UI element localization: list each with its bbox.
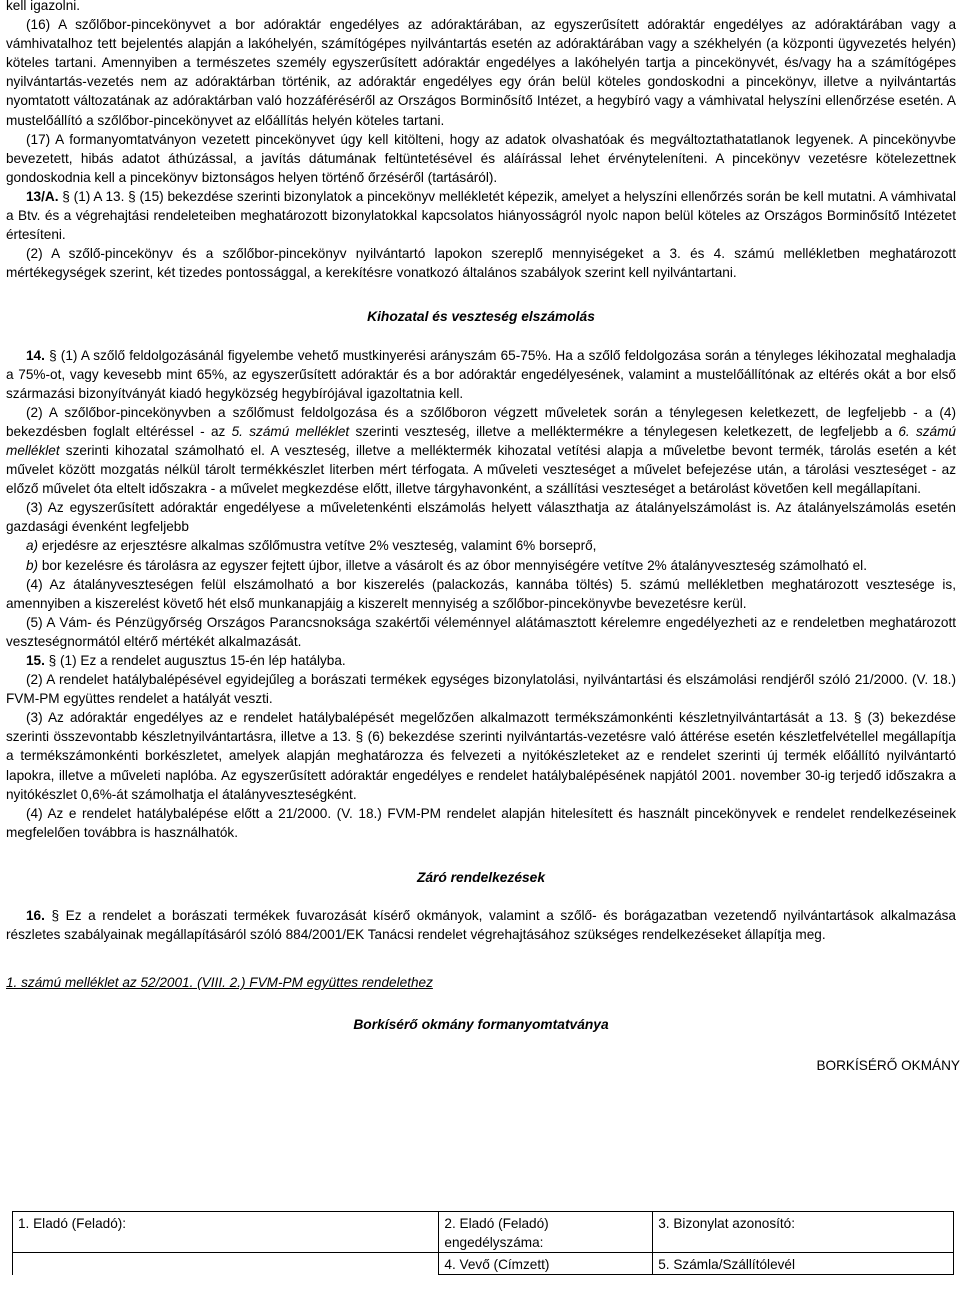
annex-reference: 6. számú melléklet xyxy=(6,423,956,458)
paragraph-13-17: (17) A formanyomtatványon vezetett pincekönyvet úgy kell kitölteni, hogy az adatok olvashatóak és megváltoztathatatlanok legyenek. A pincekönyvbe bevezetett, hibás adatot áthúzással, a javítás dátumának feltüntetésével és aláírással lehet érvényteleníteni. A pincekönyv vezetésre kötelezettnek gondoskodnia kell a pincekönyv biztonságos helyen történő őrzéséről (tartásáról). xyxy=(6,131,956,185)
paragraph-13a-1 xyxy=(6,187,956,244)
paragraph-text: § (1) Ez a rendelet augusztus 15-én lép hatályba. xyxy=(44,653,346,668)
form-field-invoice[interactable]: 5. Számla/Szállítólevél xyxy=(653,1253,954,1275)
paragraph-text: § (1) A 13. § (15) bekezdése szerinti bizonylatok a pincekönyv mellékletét képezik, amelyet a helyszíni ellenőrzés során be kell mutatni. A vámhivatal a Btv. és a végrehajtási rendeleteiben meghatározott bizonylatokkal kapcsolatos hiányosságról nyolc napon belül köteles az Országos Borminősítő Intézetet értesíteni. xyxy=(6,188,956,243)
paragraph-16 xyxy=(6,906,956,944)
list-item-b xyxy=(6,556,956,575)
list-text: bor kezelésre és tárolásra az egyszer fejtett újbor, illetve a vásárolt és az óbor mennyiségére vetítve 2% átalányveszteség számolható el. xyxy=(38,557,867,573)
section-number: 16. xyxy=(26,908,45,924)
paragraph-text: § Ez a rendelet a borászati termékek fuvarozását kísérő okmányok, valamint a szőlő- és borágazatban vezetendő nyilvántartások alkalmazása részletes szabályainak megállapításáról szóló 884/2001/EK Tanácsi rendelet végrehajtásához szükséges rendelkezéseket állapítja meg. xyxy=(6,908,956,943)
paragraph-14-2 xyxy=(6,403,956,498)
form-heading: Borkísérő okmány formanyomtatványa xyxy=(353,1017,609,1033)
form-table xyxy=(12,1211,954,1275)
form-field-seller-license[interactable]: 2. Eladó (Feladó) engedélyszáma: xyxy=(439,1212,653,1253)
section-number: 14. xyxy=(26,347,45,363)
annex-reference: 5. számú melléklet xyxy=(231,423,350,439)
paragraph-15-3: (3) Az adóraktár engedélyes az e rendelet hatálybalépését megelőzően alkalmazott termékszámonkénti készletnyilvántartását a 13. § (3) bekezdése szerinti összevontabb készletnyilvántartásra, illetve a 13. § (6) bekezdése szerinti nyilvántartás-vezetésre való áttérése esetén készletfelvétellel megállapítja a termékszámonkénti borkészletet, amelyek alapján meghatározza és felvezeti a nyitókészleteket az e rendelet szerinti új termék előállító nyilvántartó lapokra, illetve a műveleti naplóba. Az egyszerűsített adóraktár engedélyes e rendelet hatálybalépésének napjától 2001. november 30-ig terjedő időszakra a nyitókészlet 0,6%-át számolhatja el átalányveszteségként. xyxy=(6,710,956,802)
paragraph-15-4: (4) Az e rendelet hatálybalépése előtt a 21/2000. (V. 18.) FVM-PM rendelet alapján hitelesített és használt pincekönyvek e rendelet rendelkezéseinek megfelelően továbbra is használhatók. xyxy=(6,805,956,840)
paragraph-15-2: (2) A rendelet hatálybalépésével egyidejűleg a borászati termékek egységes bizonylatolási, nyilvántartási és elszámolási rendjéről szóló 21/2000. (V. 18.) FVM-PM együttes rendelet a hatályát veszti. xyxy=(6,672,956,707)
form-field-document-id[interactable]: 3. Bizonylat azonosító: xyxy=(653,1212,954,1253)
paragraph-text: (2) A szőlőbor-pincekönyvben a szőlőmust feldolgozása és a szőlőboron végzett műveletek során a ténylegesen keletkezett, de legfeljebb - a (4) bekezdésben foglalt eltéréssel - az xyxy=(6,404,956,439)
paragraph-14-1 xyxy=(6,346,956,403)
paragraph-text: szerinti veszteség, illetve a melléktermékre a ténylegesen keletkezett, de legfeljebb a xyxy=(349,423,899,439)
paragraph: kell igazolni. xyxy=(6,0,81,13)
paragraph-13a-2: (2) A szőlő-pincekönyv és a szőlőbor-pincekönyv nyilvántartó lapokon szereplő mennyiségeket a 3. és 4. számú mellékletben meghatározott mértékegységek szerint, két tizedes pontossággal, a kerekítésre vonatkozó általános szabályok szerint kell nyilvántartani. xyxy=(6,246,956,281)
paragraph-15-1 xyxy=(6,651,956,670)
form-field-seller[interactable]: 1. Eladó (Feladó): xyxy=(13,1212,439,1253)
paragraph-text: § (1) A szőlő feldolgozásánál figyelembe vehető mustkinyerési arányszám 65-75%. Ha a szőlő feldolgozása során a tényleges lékihozatal meghaladja a 75%-ot, vagy kevesebb mint 65%, az egyszerűsített adóraktár és a bor adóraktár engedélyesének, valamint a mustelőállítónak az eltérés okát a bor első származási bizonyítványát kiadó hegyközség hegybírójával igazoltatnia kell. xyxy=(6,347,956,401)
document-body xyxy=(6,0,960,1076)
section-heading: Záró rendelkezések xyxy=(416,869,546,885)
paragraph-14-4: (4) Az átalányveszteségen felül elszámolható a bor kiszerelés (palackozás, kannába töltés) 5. számú mellékletben meghatározott vesztesége is, amennyiben a kiszerelést követő hét első munkanapjáig a kiszerelt mennyiség a szőlőbor-pincekönyvbe bevezetésre kerül. xyxy=(6,576,956,611)
section-number: 13/A. xyxy=(26,188,59,204)
paragraph-14-3: (3) Az egyszerűsített adóraktár engedélyese a műveletenkénti elszámolás helyett választhatja az átalányelszámolást is. Az átalányelszámolás esetén gazdasági évenként legfeljebb xyxy=(6,500,956,535)
list-label: a) xyxy=(26,538,39,554)
list-item-a xyxy=(6,536,956,555)
paragraph-text: szerinti kihozatal számolható el. A veszteség, illetve a melléktermék kihozatal vetítési alapja a műveletbe bevont termék, tárolás esetén a két művelet között mozgatás nélkül tárolt termékkészlet literben mért térfogata. A műveleti veszteséget a művelet befejezése után, a tárolási veszteséget - az előző művelet óta eltelt időszakra - a művelet megkezdése előtt, illetve tárgyhavonként, a szállítási veszteséget a betárolást követően kell megállapítani. xyxy=(6,442,956,497)
form-field-buyer[interactable]: 4. Vevő (Címzett) xyxy=(439,1253,653,1275)
form-field-seller-cont xyxy=(13,1253,439,1275)
list-text: erjedésre az erjesztésre alkalmas szőlőmustra vetítve 2% veszteség, valamint 6% borseprő, xyxy=(38,538,597,554)
section-number: 15. xyxy=(26,653,45,668)
list-label: b) xyxy=(26,557,39,573)
form-title: BORKÍSÉRŐ OKMÁNY xyxy=(816,1058,960,1074)
paragraph-13-16: (16) A szőlőbor-pincekönyvet a bor adóraktár engedélyes az adóraktárában, az egyszerűsített adóraktár engedélyes az adóraktárában vagy a vámhivatalhoz tett bejelentés alapján a lakóhelyén, számítógépes nyilvántartás esetén az adóraktárában vagy a székhelyén (a központi ügyvezetés helyén) köteles tartani. Amennyiben a természetes személy egyszerűsített adóraktár engedélyes a lakóhelyén tartja a pincekönyvét, és/vagy ha a számítógépes nyilvántartás-vezetés nem az adóraktárban történik, az adóraktár engedélyes egy órán belül köteles gondoskodni a pincekönyv, illetve a nyilvántartás nyomtatott változatának az adóraktárban való hozzáféréséről az Országos Borminősítő Intézet, a hegybíró vagy a vámhivatal helyszíni ellenőrzése esetén. A mustelőállító a szőlőbor-pincekönyvet az előállítás helyén köteles tartani. xyxy=(6,17,956,128)
section-heading: Kihozatal és veszteség elszámolás xyxy=(367,309,595,325)
paragraph-14-5: (5) A Vám- és Pénzügyőrség Országos Parancsnoksága szakértői véleménnyel alátámasztott kérelemre engedélyezheti az e rendeletben meghatározott veszteségnormától eltérő mértékét alkalmazását. xyxy=(6,614,956,649)
annex-title-link[interactable]: 1. számú melléklet az 52/2001. (VIII. 2.) FVM-PM együttes rendelethez xyxy=(6,975,433,991)
